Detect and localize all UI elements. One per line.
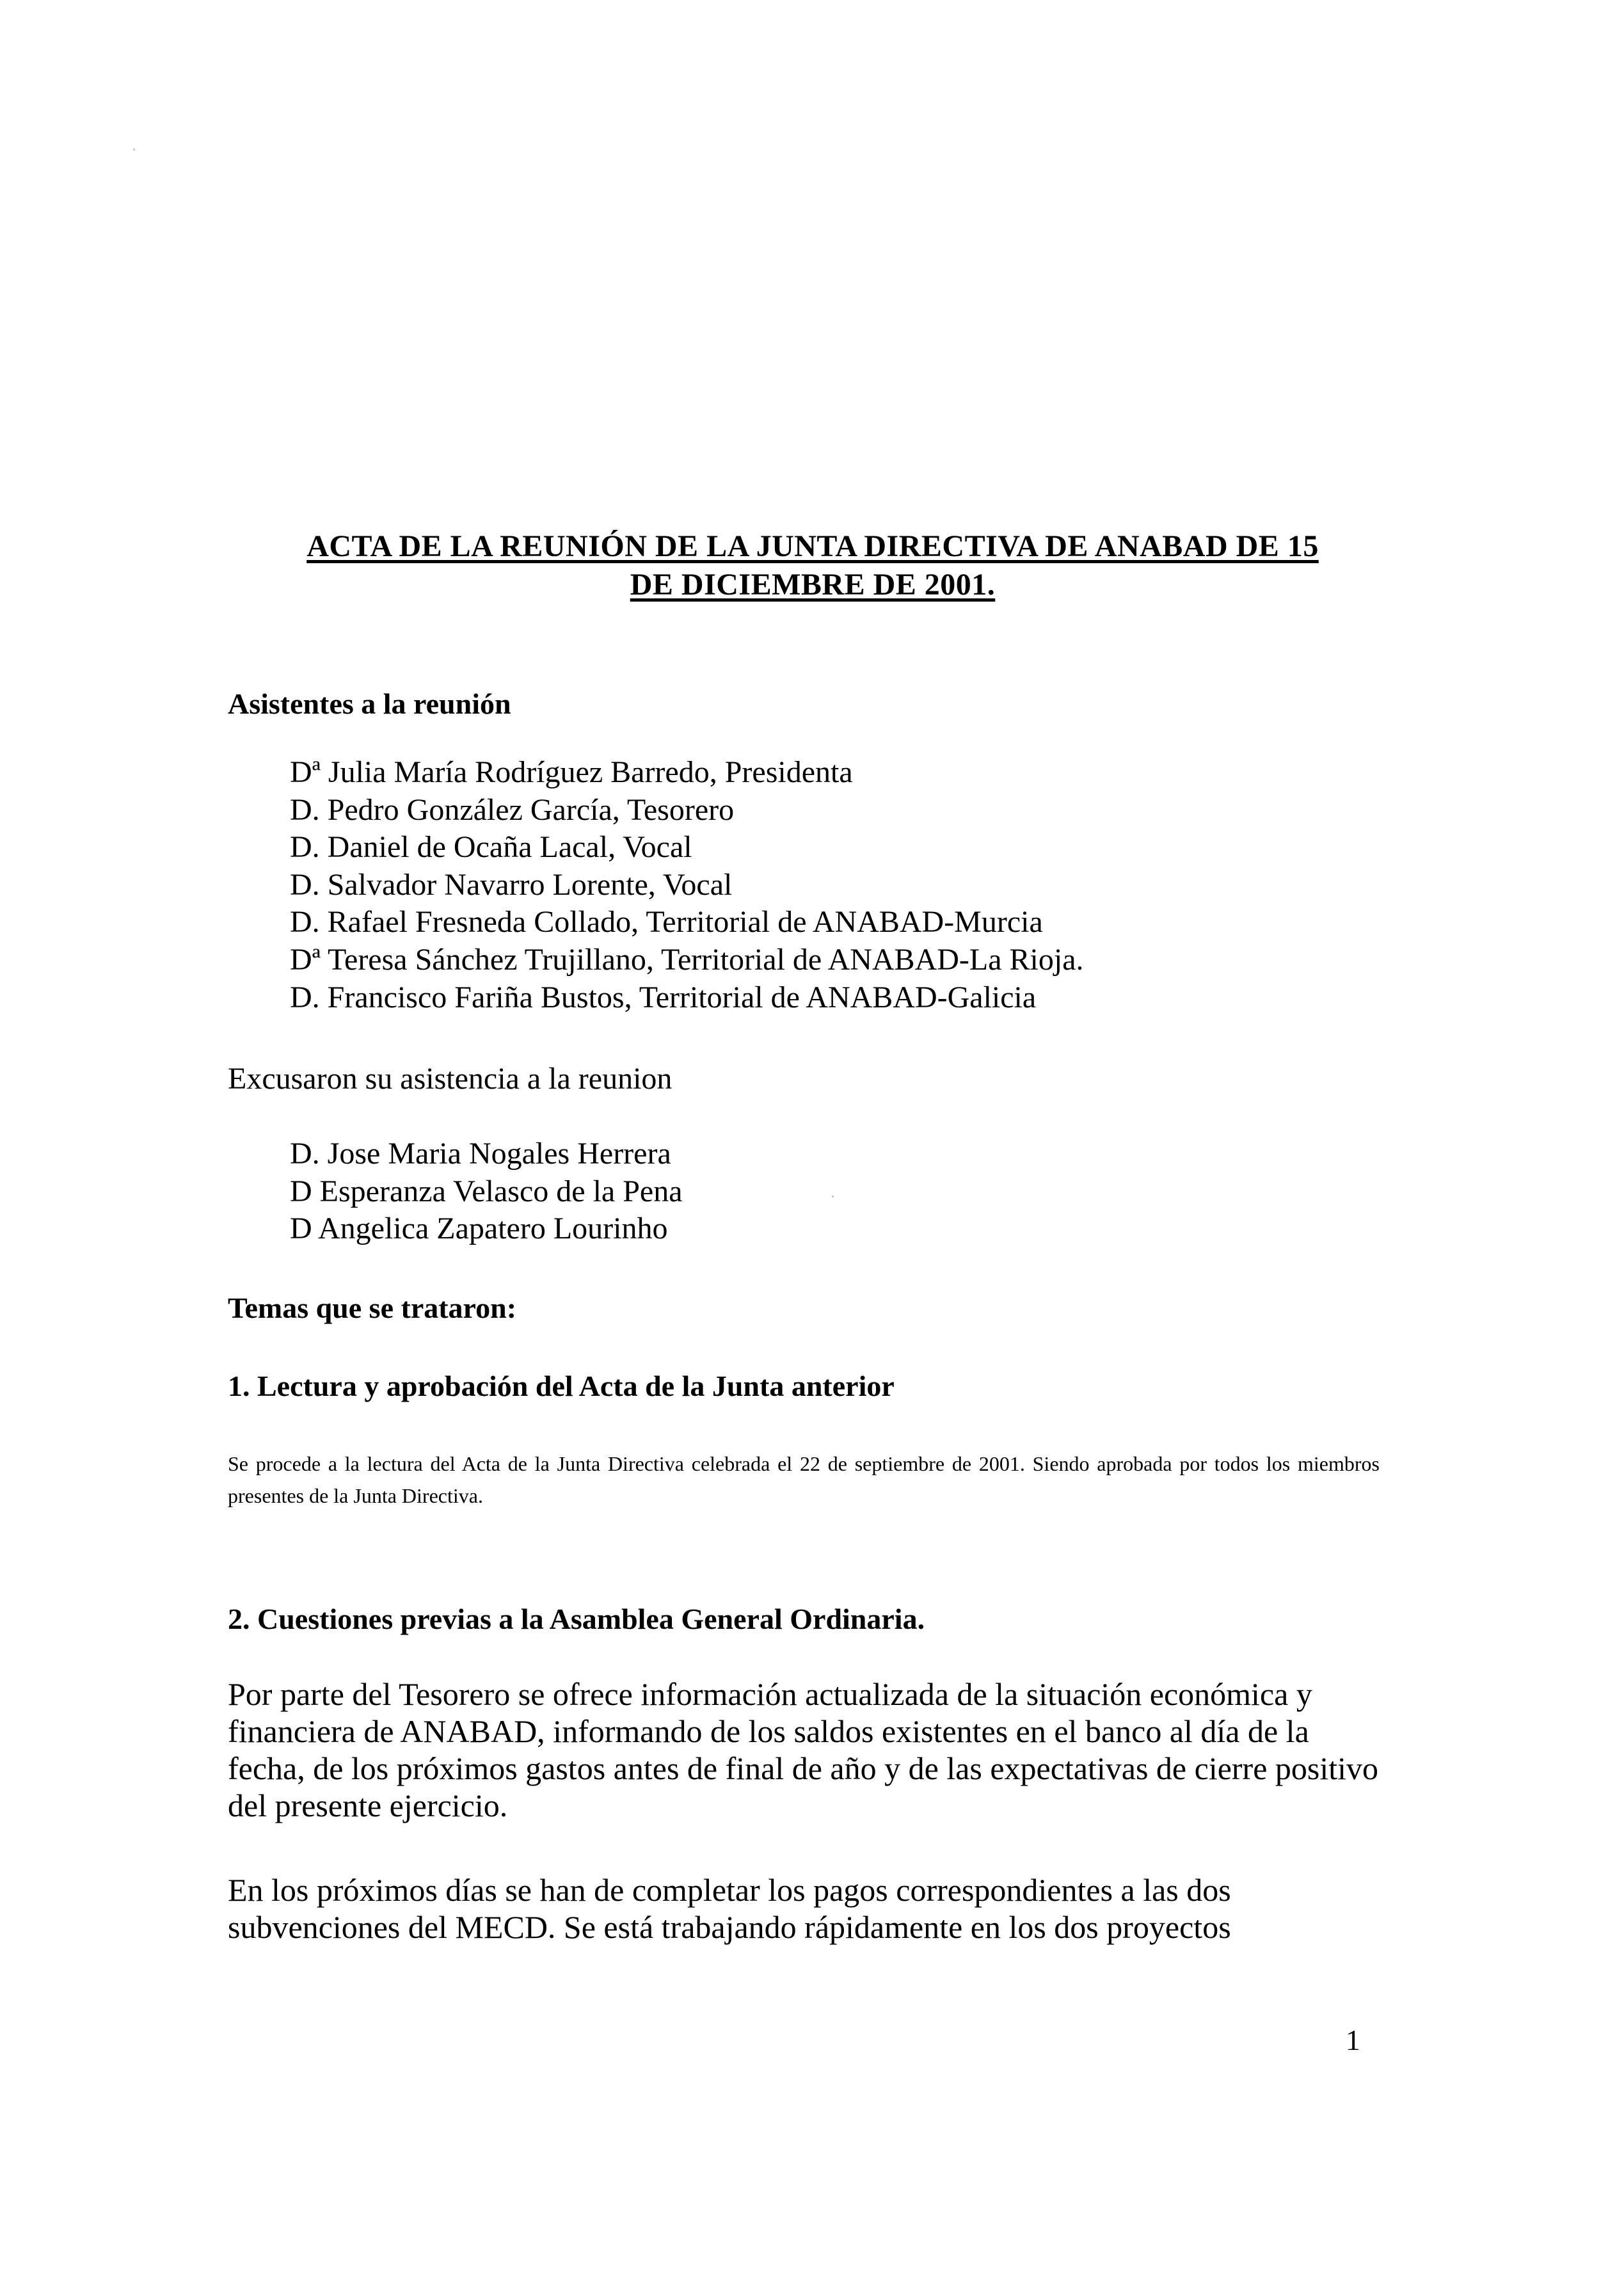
- scan-artifact: [832, 1196, 834, 1197]
- document-title-line-2: DE DICIEMBRE DE 2001.: [630, 568, 996, 602]
- excused-list: [290, 1135, 683, 1248]
- section-2-paragraph-1: Por parte del Tesorero se ofrece información actualizada de la situación económica y financiera de ANABAD, informando de los saldos existentes en el banco al día de la fecha, de los próximos gastos antes de final de año y de las expectativas de cierre positivo del presente ejercicio.: [228, 1676, 1379, 1823]
- attendee-item: D. Daniel de Ocaña Lacal, Vocal: [290, 830, 692, 865]
- section-1-heading: 1. Lectura y aprobación del Acta de la Junta anterior: [228, 1370, 895, 1402]
- document-title-line-1: ACTA DE LA REUNIÓN DE LA JUNTA DIRECTIVA DE ANABAD DE 15: [306, 529, 1319, 563]
- attendees-heading: Asistentes a la reunión: [228, 687, 511, 720]
- excused-item: D. Jose Maria Nogales Herrera: [290, 1137, 671, 1171]
- excused-item: D Esperanza Velasco de la Pena: [290, 1174, 683, 1208]
- attendee-item: Dª Teresa Sánchez Trujillano, Territorial de ANABAD-La Rioja.: [290, 942, 1084, 977]
- attendee-item: D. Francisco Fariña Bustos, Territorial de ANABAD-Galicia: [290, 980, 1037, 1014]
- attendees-list: [290, 754, 1084, 1016]
- attendee-item: D. Salvador Navarro Lorente, Vocal: [290, 867, 733, 902]
- document-title: [230, 527, 1395, 604]
- attendee-item: D. Rafael Fresneda Collado, Territorial de ANABAD-Murcia: [290, 905, 1043, 940]
- attendee-item: Dª Julia María Rodríguez Barredo, Presidenta: [290, 755, 853, 789]
- excused-heading: Excusaron su asistencia a la reunion: [228, 1062, 673, 1096]
- excused-item: D Angelica Zapatero Lourinho: [290, 1212, 668, 1246]
- section-2-heading: 2. Cuestiones previas a la Asamblea General Ordinaria.: [228, 1603, 925, 1635]
- section-2-paragraph-2: En los próximos días se han de completar los pagos correspondientes a las dos subvenciones del MECD. Se está trabajando rápidamente en los dos proyectos: [228, 1872, 1231, 1945]
- topics-heading: Temas que se trataron:: [228, 1292, 517, 1324]
- attendee-item: D. Pedro González García, Tesorero: [290, 792, 735, 827]
- section-1-paragraph: Se procede a la lectura del Acta de la Junta Directiva celebrada el 22 de septiembre de 2001. Siendo aprobada por todos los miembros presentes de la Junta Directiva.: [228, 1452, 1380, 1507]
- page-number: 1: [1346, 2024, 1360, 2056]
- scan-artifact: [133, 148, 135, 150]
